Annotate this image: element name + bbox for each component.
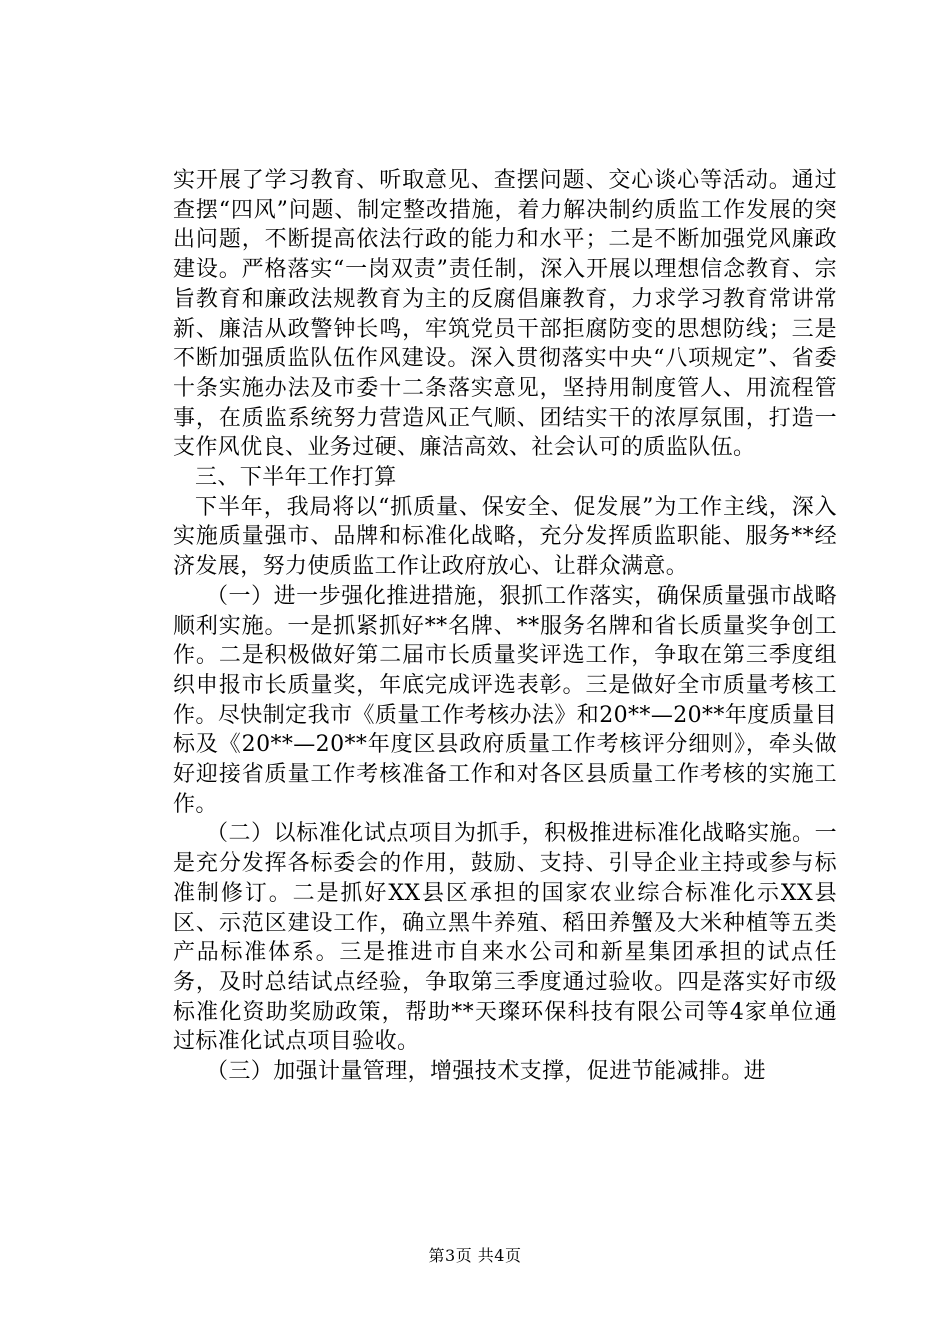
page-footer-page-number: 第3页 共4页 [428, 1246, 522, 1265]
section-heading-second-half-plan: 三、下半年工作打算 [195, 465, 397, 491]
paragraph-item-3-metrology: （三）加强计量管理，增强技术支撑，促进节能减排。进 [206, 1059, 767, 1085]
document-body [173, 166, 837, 1087]
paragraph-second-half-overview: 下半年，我局将以“抓质量、保安全、促发展”为工作主线，深入实施质量强市、品牌和标准化战略，充分发挥质监职能、服务**经济发展，努力使质监工作让政府放心、让群众满意。 [173, 494, 837, 580]
paragraph-continued-work-style: 实开展了学习教育、听取意见、查摆问题、交心谈心等活动。通过查摆“四风”问题、制定整改措施，着力解决制约质监工作发展的突出问题，不断提高依法行政的能力和水平；二是不断加强党风廉政建设。严格落实“一岗双责”责任制，深入开展以理想信念教育、宗旨教育和廉政法规教育为主的反腐倡廉教育，力求学习教育常讲常新、廉洁从政警钟长鸣，牢筑党员干部拒腐防变的思想防线；三是不断加强质监队伍作风建设。深入贯彻落实中央“八项规定”、省委十条实施办法及市委十二条落实意见，坚持用制度管人、用流程管事，在质监系统努力营造风正气顺、团结实干的浓厚氛围，打造一支作风优良、业务过硬、廉洁高效、社会认可的质监队伍。 [173, 168, 837, 461]
paragraph-item-1-quality-strategy: （一）进一步强化推进措施，狠抓工作落实，确保质量强市战略顺利实施。一是抓紧抓好**名牌、**服务名牌和省长质量奖争创工作。二是积极做好第二届市长质量奖评选工作，争取在第三季度组织申报市长质量奖，年底完成评选表彰。三是做好全市质量考核工作。尽快制定我市《质量工作考核办法》和20**—20**年度质量目标及《20**—20**年度区县政府质量工作考核评分细则》，牵头做好迎接省质量工作考核准备工作和对各区县质量工作考核的实施工作。 [173, 583, 837, 817]
paragraph-item-2-standardization: （二）以标准化试点项目为抓手，积极推进标准化战略实施。一是充分发挥各标委会的作用，鼓励、支持、引导企业主持或参与标准制修订。二是抓好XX县区承担的国家农业综合标准化示XX县区、示范区建设工作，确立黑牛养殖、稻田养蟹及大米种植等五类产品标准体系。三是推进市自来水公司和新星集团承担的试点任务，及时总结试点经验，争取第三季度通过验收。四是落实好市级标准化资助奖励政策，帮助**天璨环保科技有限公司等4家单位通过标准化试点项目验收。 [173, 821, 837, 1055]
